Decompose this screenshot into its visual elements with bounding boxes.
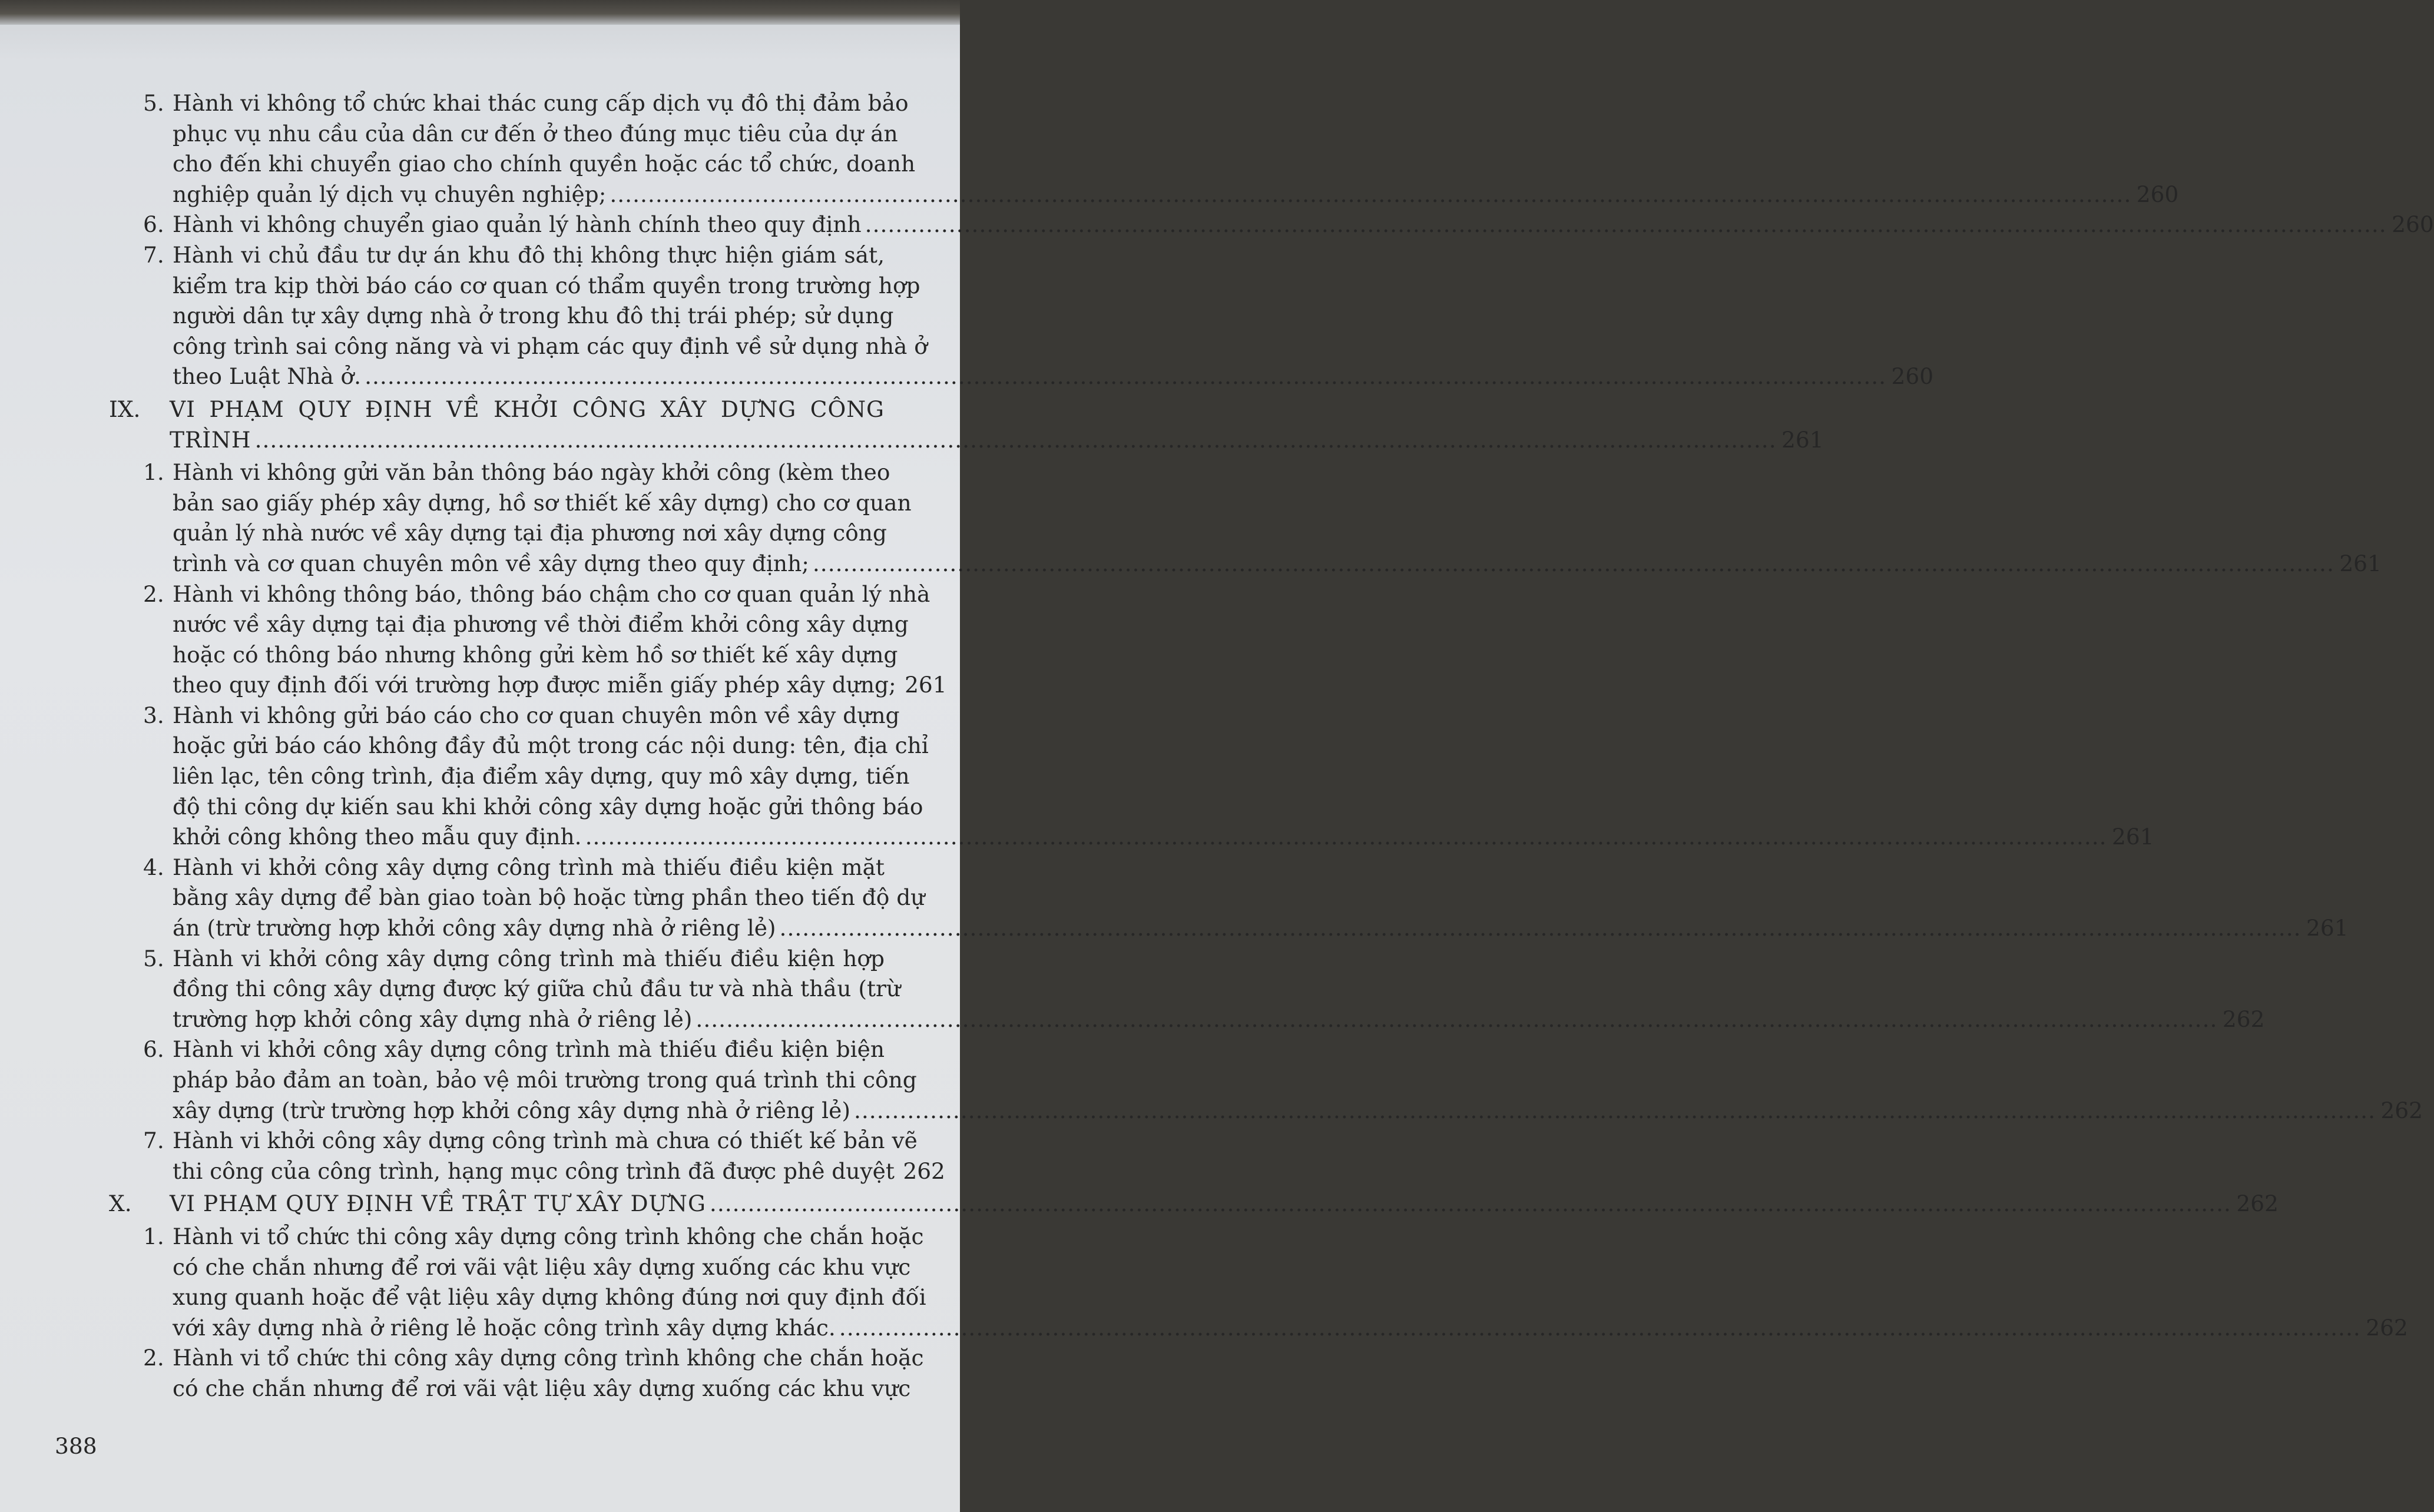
toc-entry [143, 701, 2154, 853]
toc-entry [143, 944, 2265, 1035]
dot-leader: ........................................................................................................................................................................................................ [365, 363, 1887, 390]
toc-entry-line [173, 1374, 938, 1404]
toc-entry-text: kiểm tra kịp thời báo cáo cơ quan có thẩm quyền trong trường hợp [173, 272, 920, 299]
toc-entry [143, 1126, 945, 1186]
toc-section-heading [109, 1189, 2279, 1219]
toc-page-number: 261 [2339, 550, 2382, 576]
toc-entry-text: TRÌNH [170, 426, 251, 453]
toc-entry-text: Hành vi không gửi báo cáo cho cơ quan chuyên môn về xây dựng [173, 702, 900, 728]
dot-leader: ........................................................................................................................................................................................................ [865, 211, 2387, 238]
toc-entry-line [173, 271, 938, 301]
toc-entry-text: bản sao giấy phép xây dựng, hồ sơ thiết kế xây dựng) cho cơ quan [173, 489, 912, 516]
toc-page-number: 261 [1781, 426, 1824, 453]
toc-entry-line [173, 488, 938, 519]
toc-entry-line [173, 1065, 938, 1096]
toc-entry [143, 210, 2434, 240]
toc-entry-number: 5. [143, 945, 164, 971]
toc-entry-line [173, 640, 938, 671]
toc-entry-text: xây dựng (trừ trường hợp khởi công xây dựng nhà ở riêng lẻ) [173, 1097, 850, 1123]
toc-entry-line [173, 883, 938, 913]
toc-entry-line [173, 944, 938, 974]
toc-entry [143, 1034, 2423, 1126]
toc-entry [143, 853, 2349, 944]
toc-entry-text: hoặc có thông báo nhưng không gửi kèm hồ sơ thiết kế xây dựng [173, 641, 898, 668]
toc-entry-line [173, 549, 2382, 579]
page-top-edge-shadow [0, 0, 960, 25]
dot-leader: ........................................................................................................................................................................................................ [696, 1006, 2218, 1032]
toc-entry-text: Hành vi không tổ chức khai thác cung cấp dịch vụ đô thị đảm bảo [173, 90, 909, 116]
toc-entry-line [173, 1222, 938, 1252]
toc-entry-line [173, 518, 938, 549]
toc-entry-line [173, 362, 1934, 392]
toc-entry-number: 7. [143, 1128, 164, 1154]
toc-entry-text: đồng thi công xây dựng được ký giữa chủ đầu tư và nhà thầu (trừ [173, 976, 901, 1002]
toc-entry-text: bằng xây dựng để bàn giao toàn bộ hoặc từng phần theo tiến độ dự [173, 884, 925, 911]
toc-entry-number: 6. [143, 1036, 164, 1063]
toc-page-number: 260 [2136, 181, 2179, 207]
page-number: 388 [55, 1433, 97, 1459]
dot-leader: ........................................................................................................................................................................................................ [779, 915, 2301, 941]
toc-entry-text: Hành vi khởi công xây dựng công trình mà thiếu điều kiện biện [173, 1036, 885, 1063]
toc-entry-text: hoặc gửi báo cáo không đầy đủ một trong các nội dung: tên, địa chỉ [173, 732, 929, 759]
dot-leader: ........................................................................................................................................................................................................ [853, 1097, 2376, 1123]
toc-entry-line [173, 974, 938, 1004]
toc-entry-text: công trình sai công năng và vi phạm các quy định về sử dụng nhà ở [173, 333, 928, 359]
toc-entry-text: VI PHẠM QUY ĐỊNH VỀ KHỞI CÔNG XÂY DỰNG CÔNG [170, 396, 885, 422]
toc-entry-text: Hành vi không gửi văn bản thông báo ngày khởi công (kèm theo [173, 459, 890, 486]
toc-entry-text: quản lý nhà nước về xây dựng tại địa phương nơi xây dựng công [173, 520, 887, 546]
toc-entry-text: Hành vi tổ chức thi công xây dựng công trình không che chắn hoặc [173, 1345, 924, 1371]
toc-entry-line [173, 457, 938, 488]
toc-entry-line [173, 180, 2179, 210]
toc-entry-line [173, 210, 2434, 240]
toc-entry-line [173, 1282, 938, 1313]
toc-entry [143, 457, 2382, 579]
toc-entry-number: 7. [143, 241, 164, 268]
dot-leader: ........................................................................................................................................................................................................ [812, 550, 2334, 576]
toc-page-number: 262 [2236, 1191, 2279, 1217]
toc-entry-line [173, 609, 938, 640]
toc-entry-text: có che chắn nhưng để rơi vãi vật liệu xây dựng xuống các khu vực [173, 1254, 911, 1280]
toc-entry-number: 2. [143, 1345, 164, 1371]
toc-page-number: 261 [2306, 915, 2349, 941]
toc-entry-line [173, 792, 938, 823]
toc-entry [143, 579, 947, 701]
toc-entry-line [173, 301, 938, 331]
toc-entry-line [173, 119, 938, 150]
toc-page-number: 260 [1891, 363, 1934, 390]
toc-entry-text: Hành vi tổ chức thi công xây dựng công trình không che chắn hoặc [173, 1223, 924, 1249]
toc-entry-line [173, 1034, 938, 1065]
dot-leader: ........................................................................................................................................................................................................ [254, 426, 1777, 453]
toc-entry-line [173, 1156, 945, 1187]
toc-entry-line [170, 394, 938, 425]
toc-entry-text: trường hợp khởi công xây dựng nhà ở riêng lẻ) [173, 1006, 693, 1032]
toc-page-number: 262 [2222, 1006, 2265, 1032]
toc-entry-text: thi công của công trình, hạng mục công trình đã được phê duyệt [173, 1158, 895, 1184]
toc-entry-number: 3. [143, 702, 164, 728]
toc-entry-number: 6. [143, 211, 164, 238]
dot-leader: ........................................................................................................................................................................................................ [585, 824, 2107, 850]
toc-entry-text: cho đến khi chuyển giao cho chính quyền hoặc các tổ chức, doanh [173, 151, 916, 177]
toc-entry-line [173, 1313, 2408, 1344]
toc-entry-text: Hành vi chủ đầu tư dự án khu đô thị không thực hiện giám sát, [173, 241, 885, 268]
toc-entry-line [170, 1189, 2279, 1219]
toc-entry-text: có che chắn nhưng để rơi vãi vật liệu xây dựng xuống các khu vực [173, 1375, 911, 1401]
toc-entry-line [173, 761, 938, 792]
toc-entry-text: Hành vi khởi công xây dựng công trình mà thiếu điều kiện mặt [173, 854, 885, 880]
toc-entry-text: độ thi công dự kiến sau khi khởi công xây dựng hoặc gửi thông báo [173, 793, 923, 820]
toc-entry-line [173, 913, 2349, 944]
toc-entry-number: 4. [143, 854, 164, 880]
toc-entry-line [173, 1343, 938, 1374]
toc-entry-text: án (trừ trường hợp khởi công xây dựng nhà ở riêng lẻ) [173, 915, 776, 941]
toc-entry-text: Hành vi khởi công xây dựng công trình mà chưa có thiết kế bản vẽ [173, 1128, 918, 1154]
toc-entry-text: khởi công không theo mẫu quy định. [173, 824, 582, 850]
toc-entry [143, 1222, 2408, 1343]
toc-entry-number: 5. [143, 90, 164, 116]
toc-entry-text: với xây dựng nhà ở riêng lẻ hoặc công trình xây dựng khác. [173, 1314, 836, 1341]
toc-entry-number: IX. [109, 396, 141, 422]
toc-entry-text: theo quy định đối với trường hợp được miễn giấy phép xây dựng; [173, 672, 896, 698]
toc-entry [143, 240, 1934, 392]
toc-entry-line [173, 822, 2154, 853]
toc-entry-text: theo Luật Nhà ở. [173, 363, 362, 390]
toc-page-number: 262 [2380, 1097, 2423, 1123]
toc-entry-text: Hành vi không thông báo, thông báo chậm cho cơ quan quản lý nhà [173, 581, 930, 607]
toc-entry-text: liên lạc, tên công trình, địa điểm xây dựng, quy mô xây dựng, tiến [173, 763, 910, 790]
toc-entry-number: X. [109, 1191, 132, 1217]
toc-page-number: 262 [2366, 1314, 2408, 1341]
toc-entry-number: 2. [143, 581, 164, 607]
toc-entry [143, 1343, 938, 1404]
toc-entry-text: phục vụ nhu cầu của dân cư đến ở theo đúng mục tiêu của dự án [173, 120, 898, 147]
toc-entry-line [173, 1126, 938, 1156]
toc-entry-number: 1. [143, 1223, 164, 1249]
toc-entry-line [173, 331, 938, 362]
toc-entry-line [173, 853, 938, 883]
toc-entry-line [173, 149, 938, 180]
toc-page-number: 260 [2392, 211, 2434, 238]
dot-leader: ........................................................................................................................................................................................................ [839, 1314, 2361, 1341]
toc-entry-line [173, 240, 938, 271]
toc-section-heading [109, 394, 1824, 455]
toc-entry [143, 88, 2179, 210]
table-of-contents [0, 88, 2434, 1404]
toc-entry-line [173, 579, 938, 610]
toc-page-number: 261 [905, 672, 947, 698]
toc-entry-text: pháp bảo đảm an toàn, bảo vệ môi trường trong quá trình thi công [173, 1067, 917, 1093]
toc-page-number: 261 [2112, 824, 2154, 850]
toc-entry-line [173, 670, 947, 701]
toc-entry-line [173, 701, 938, 731]
toc-entry-text: Hành vi khởi công xây dựng công trình mà thiếu điều kiện hợp [173, 945, 885, 971]
dot-leader: ........................................................................................................................................................................................................ [709, 1191, 2231, 1217]
toc-entry-line [170, 425, 1824, 456]
toc-entry-text: nước về xây dựng tại địa phương về thời điểm khởi công xây dựng [173, 611, 909, 638]
toc-entry-text: xung quanh hoặc để vật liệu xây dựng không đúng nơi quy định đối [173, 1284, 926, 1311]
toc-entry-text: trình và cơ quan chuyên môn về xây dựng theo quy định; [173, 550, 809, 576]
toc-entry-line [173, 731, 938, 761]
toc-entry-line [173, 1252, 938, 1283]
toc-entry-text: Hành vi không chuyển giao quản lý hành chính theo quy định [173, 211, 862, 238]
dot-leader: ........................................................................................................................................................................................................ [610, 181, 2132, 207]
toc-entry-number: 1. [143, 459, 164, 486]
toc-entry-line [173, 1096, 2423, 1126]
toc-entry-line [173, 88, 938, 119]
toc-entry-text: VI PHẠM QUY ĐỊNH VỀ TRẬT TỰ XÂY DỰNG [170, 1191, 706, 1217]
toc-entry-text: nghiệp quản lý dịch vụ chuyên nghiệp; [173, 181, 607, 207]
toc-entry-text: người dân tự xây dựng nhà ở trong khu đô thị trái phép; sử dụng [173, 303, 894, 329]
toc-entry-line [173, 1004, 2265, 1035]
toc-page-number: 262 [903, 1158, 945, 1184]
